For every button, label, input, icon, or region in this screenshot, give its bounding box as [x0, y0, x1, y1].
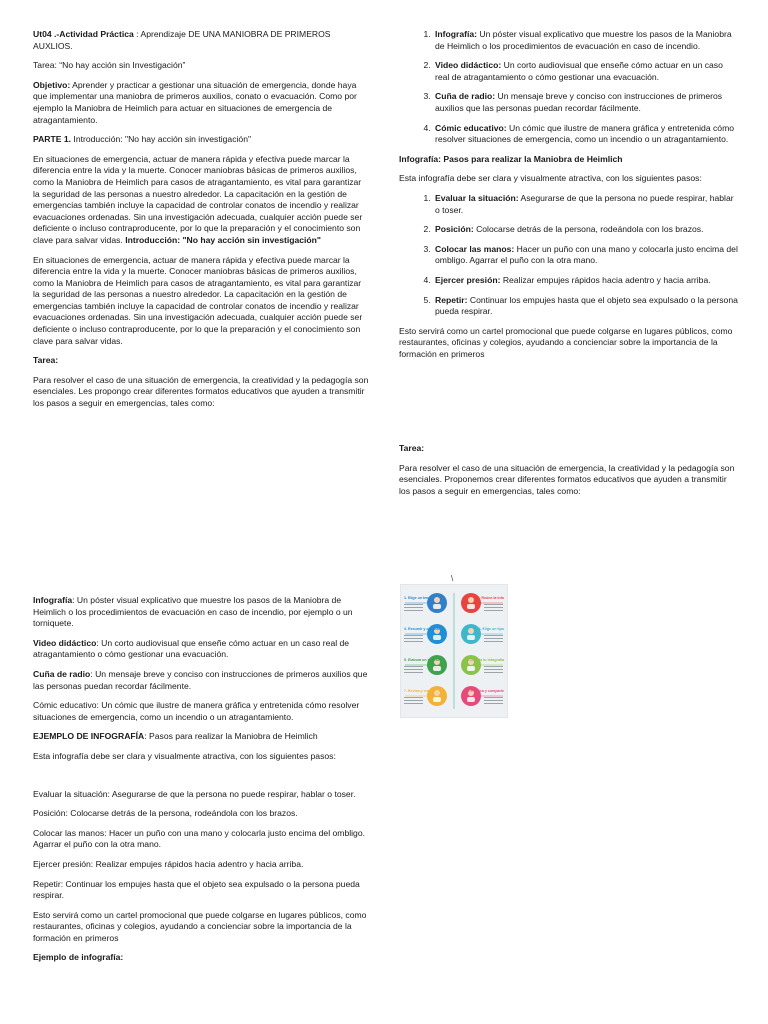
step-item: 5. Repetir: Continuar los empujes hasta que el objeto sea expulsado o la persona pueda respirar.	[433, 295, 739, 318]
steps-list	[399, 193, 739, 318]
doc-title: Ut04 .-Actividad Práctica : Aprendizaje DE UNA MANIOBRA DE PRIMEROS AUXLIOS.	[33, 29, 331, 51]
objetivo-paragraph: Objetivo: Aprender y practicar a gestionar una situación de emergencia, donde haya que implementar una maniobra de primeros auxilios, conato o evacuación. Como por ejemplo la Maniobra de Heimlich para actuar en situaciones de emergencia de atragantamiento.	[33, 79, 357, 125]
format-item: 3. Cuña de radio: Un mensaje breve y conciso con instrucciones de primeros auxilios que las personas puedan recordar fácilmente.	[433, 91, 739, 114]
infographic-step	[461, 686, 504, 706]
infographic-graphic	[401, 585, 507, 717]
infographic-image	[400, 584, 508, 718]
ejemplo-infografia-label: Ejemplo de infografía:	[33, 952, 124, 963]
infographic-step	[404, 624, 447, 644]
infographic-step-label: 3. Resumir y ordenar	[404, 627, 440, 631]
infografia-intro: Esta infografía debe ser clara y visualmente atractiva, con los siguientes pasos:	[399, 173, 702, 184]
right-closing: Esto servirá como un cartel promocional que puede colgarse en lugares públicos, como restaurantes, oficinas y colegios, ayudando a concienciar sobre la importancia de la formación en primeros	[399, 325, 733, 359]
plain-step-5: Repetir: Continuar los empujes hasta que el objeto sea expulsado o la persona pueda respirar.	[33, 878, 360, 901]
infographic-step-label: 7. Revisa y corrige	[404, 689, 436, 693]
stray-mark: \	[451, 574, 454, 583]
infographic-step	[404, 686, 447, 706]
infographic-step-label: 8. Publica y comparte	[467, 689, 504, 693]
format-infografia: Infografía: Un póster visual explicativo que muestre los pasos de la Maniobra de Heimlich o los procedimientos de evacuación en caso de incendio, por ejemplo o un torniquete.	[33, 595, 353, 629]
ejemplo-intro: Esta infografía debe ser clara y visualmente atractiva, con los siguientes pasos:	[33, 750, 336, 761]
infographic-step-label: 5. Elabora un boceto	[404, 658, 440, 662]
right-column-middle	[399, 443, 739, 505]
step-item: 1. Evaluar la situación: Asegurarse de que la persona no puede respirar, hablar o toser.	[433, 193, 739, 216]
format-item: 1. Infografía: Un póster visual explicativo que muestre los pasos de la Maniobra de Heimlich o los procedimientos de evacuación en caso de incendio.	[433, 29, 739, 52]
infographic-step	[461, 655, 505, 675]
left-column-bottom	[33, 595, 369, 972]
plain-step-3: Colocar las manos: Hacer un puño con una mano y colocarla justo encima del ombligo. Agarrar el puño con la otra mano.	[33, 827, 365, 850]
infographic-step-label: 2. Reúne la info	[477, 596, 504, 600]
intro-paragraph-1: En situaciones de emergencia, actuar de manera rápida y efectiva puede marcar la diferencia entre la vida y la muerte. Conocer maniobras básicas de primeros auxilios, como la Maniobra de Heimlich para casos de atragantamiento, es vital para garantizar la seguridad de las personas a nuestro alrededor. La capacitación en la gestión de emergencias también incluye la capacidad de controlar conatos de incendio y realizar evacuaciones ordenadas. Sin una investigación adecuada, cualquier acción puede ser deficiente o incluso contraproducente, por lo que la preparación y el conocimiento son clave para salvar vidas. Introducción: "No hay acción sin investigación"	[33, 153, 363, 245]
format-item: 2. Video didáctico: Un corto audiovisual que enseñe cómo actuar en un caso real de atragantamiento o cómo gestionar una evacuación.	[433, 60, 739, 83]
format-comic: Cómic educativo: Un cómic que ilustre de manera gráfica y entretenida cómo resolver situaciones de emergencia, como un incendio o un atragantamiento.	[33, 700, 360, 722]
infographic-step	[404, 655, 447, 675]
plain-step-4: Ejercer presión: Realizar empujes rápidos hacia adentro y hacia arriba.	[33, 858, 304, 869]
infographic-step	[404, 593, 447, 613]
plain-step-1: Evaluar la situación: Asegurarse de que la persona no puede respirar, hablar o toser.	[33, 788, 356, 799]
step-item: 4. Ejercer presión: Realizar empujes rápidos hacia adentro y hacia arriba.	[433, 275, 739, 287]
infografia-heading: Infografía: Pasos para realizar la Maniobra de Heimlich	[399, 153, 623, 164]
infographic-step	[461, 624, 505, 644]
tarea-line: Tarea: “No hay acción sin Investigación”	[33, 60, 186, 71]
step-item: 3. Colocar las manos: Hacer un puño con una mano y colocarla justo encima del ombligo. Agarrar el puño con la otra mano.	[433, 244, 739, 267]
tarea-heading: Tarea:	[33, 355, 59, 366]
right-column-top	[399, 29, 739, 368]
plain-closing: Esto servirá como un cartel promocional que puede colgarse en lugares públicos, como restaurantes, oficinas y colegios, ayudando a concienciar sobre la importancia de la formación en primeros	[33, 909, 367, 943]
infographic-step-label: 6. Diseña tu infografía	[466, 658, 504, 662]
tarea-heading-right: Tarea:	[399, 443, 425, 453]
plain-step-2: Posición: Colocarse detrás de la persona, rodeándola con los brazos.	[33, 808, 298, 819]
formats-list	[399, 29, 739, 146]
format-video: Video didáctico: Un corto audiovisual que enseñe cómo actuar en un caso real de atragantamiento o cómo gestionar una evacuación.	[33, 637, 350, 660]
format-item: 4. Cómic educativo: Un cómic que ilustre de manera gráfica y entretenida cómo resolver situaciones de emergencia, como un incendio o un atragantamiento.	[433, 123, 739, 146]
tarea-paragraph-right: Para resolver el caso de una situación de emergencia, la creatividad y la pedagogía son esenciales. Proponemos crear diferentes formatos educativos que ayuden a transmitir los pasos a seguir en emergencias, tales como:	[399, 462, 735, 496]
format-radio: Cuña de radio: Un mensaje breve y conciso con instrucciones de primeros auxilios que las personas puedan recordar fácilmente.	[33, 668, 368, 691]
ejemplo-heading: EJEMPLO DE INFOGRAFÍA: Pasos para realizar la Maniobra de Heimlich	[33, 731, 318, 742]
left-column-top	[33, 29, 369, 418]
parte-heading: PARTE 1. Introducción: "No hay acción sin investigación"	[33, 134, 252, 145]
infographic-step-label: 1. Elige un tema	[404, 596, 432, 600]
infographic-step-label: 4. Elige un tipo	[478, 627, 504, 631]
intro-paragraph-2: En situaciones de emergencia, actuar de manera rápida y efectiva puede marcar la diferencia entre la vida y la muerte. Conocer maniobras básicas de primeros auxilios, como la Maniobra de Heimlich para casos de atragantamiento, es vital para garantizar la seguridad de las personas a nuestro alrededor. La capacitación en la gestión de emergencias también incluye la capacidad de controlar conatos de incendio y realizar evacuaciones ordenadas. Sin una investigación adecuada, cualquier acción puede ser deficiente o incluso contraproducente, por lo que la preparación y el conocimiento son clave para salvar vidas.	[33, 254, 363, 346]
tarea-paragraph: Para resolver el caso de una situación de emergencia, la creatividad y la pedagogía son esenciales. Les propongo crear diferentes formatos educativos que ayuden a transmitir los pasos a seguir en emergencias, tales como:	[33, 374, 369, 409]
step-item: 2. Posición: Colocarse detrás de la persona, rodeándola con los brazos.	[433, 224, 739, 236]
infographic-step	[461, 593, 505, 613]
